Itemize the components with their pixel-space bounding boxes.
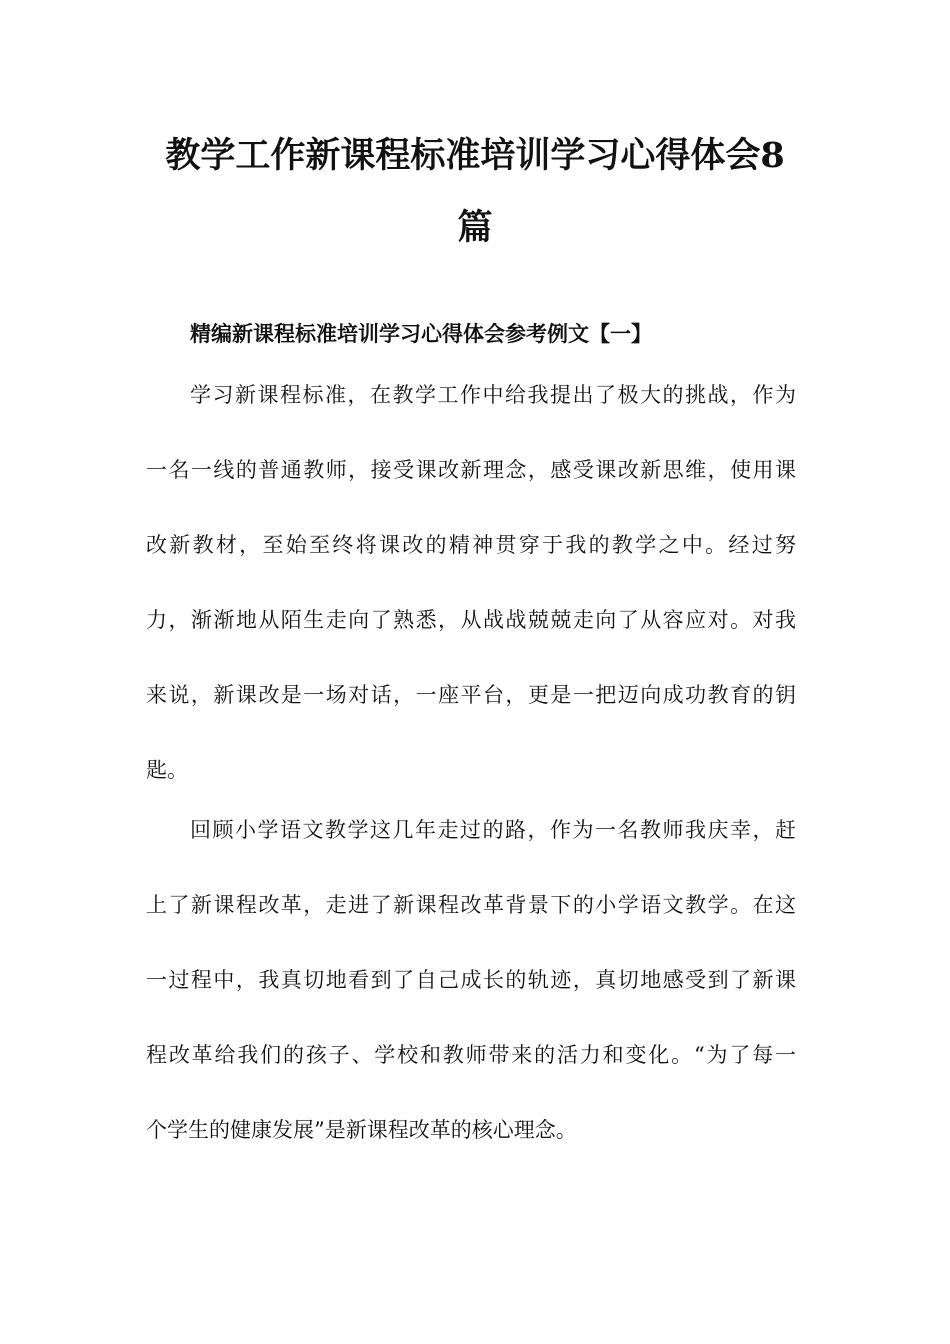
paragraph-line: 一名一线的普通教师，接受课改新理念，感受课改新思维，使用课 (146, 458, 796, 482)
paragraph-line: 力，渐渐地从陌生走向了熟悉，从战战兢兢走向了从容应对。对我 (146, 608, 796, 632)
document-title-line-1: 教学工作新课程标准培训学习心得体会8 (165, 135, 785, 176)
paragraph-line: 来说，新课改是一场对话，一座平台，更是一把迈向成功教育的钥 (146, 683, 796, 707)
paragraph-line: 程改革给我们的孩子、学校和教师带来的活力和变化。“为了每一 (146, 1043, 796, 1067)
paragraph-line: 上了新课程改革，走进了新课程改革背景下的小学语文教学。在这 (146, 893, 796, 917)
paragraph-line: 个学生的健康发展”是新课程改革的核心理念。 (146, 1118, 577, 1142)
paragraph-line: 匙。 (146, 758, 188, 782)
section-heading: 精编新课程标准培训学习心得体会参考例文【一】 (190, 321, 652, 346)
document-title-line-2: 篇 (457, 207, 493, 248)
paragraph-line: 一过程中，我真切地看到了自己成长的轨迹，真切地感受到了新课 (146, 968, 796, 992)
paragraph-line: 改新教材，至始至终将课改的精神贯穿于我的教学之中。经过努 (146, 533, 796, 557)
paragraph-line: 回顾小学语文教学这几年走过的路，作为一名教师我庆幸，赶 (190, 818, 796, 842)
paragraph-line: 学习新课程标准，在教学工作中给我提出了极大的挑战，作为 (190, 383, 796, 407)
document-title (140, 120, 810, 264)
